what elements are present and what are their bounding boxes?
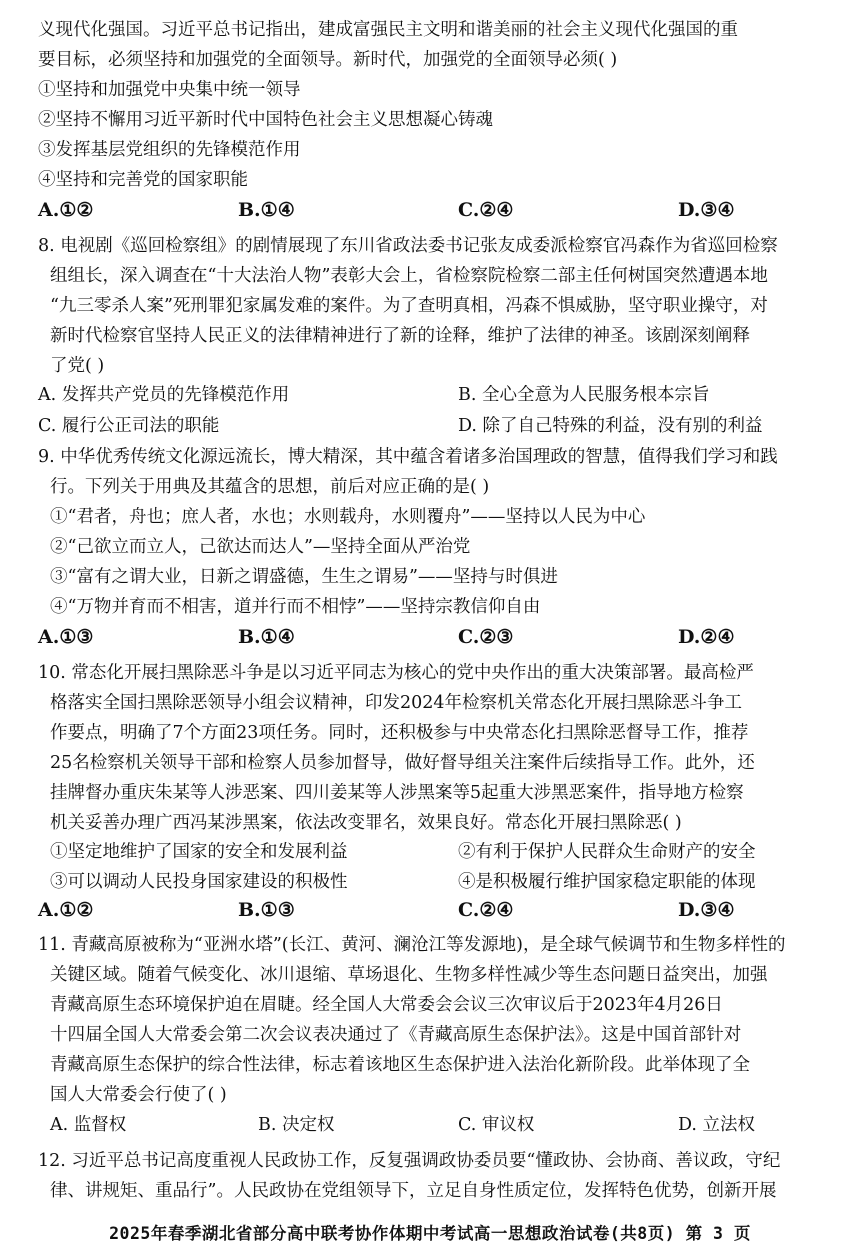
q11-line-2: 关键区域。随着气候变化、冰川退缩、草场退化、生物多样性减少等生态问题日益突出，加强	[50, 965, 768, 985]
q10-statement-4: ④是积极履行维护国家稳定职能的体现	[458, 872, 756, 892]
option-c[interactable]: C.②④	[458, 199, 514, 221]
q11-line-6: 国人大常委会行使了( )	[50, 1085, 227, 1105]
q8-line-4: 新时代检察官坚持人民正义的法律精神进行了新的诠释，维护了法律的神圣。该剧深刻阐释	[50, 326, 750, 346]
option-b[interactable]: B.①④	[238, 626, 295, 648]
option-a[interactable]: A.①③	[38, 626, 94, 648]
option-b[interactable]: B.①③	[238, 899, 295, 921]
intro-statement-3: ③发挥基层党组织的先锋模范作用	[38, 140, 301, 160]
q8-line-1: 8. 电视剧《巡回检察组》的剧情展现了东川省政法委书记张友成委派检察官冯森作为省巡回检察	[38, 236, 778, 256]
q10-statement-2: ②有利于保护人民群众生命财产的安全	[458, 842, 756, 862]
option-d[interactable]: D. 立法权	[678, 1115, 756, 1135]
q8-line-3: “九三零杀人案”死刑罪犯家属发难的案件。为了查明真相，冯森不惧威胁，坚守职业操守，对	[50, 296, 768, 316]
q11-line-3: 青藏高原生态环境保护迫在眉睫。经全国人大常委会会议三次审议后于2023年4月26日	[50, 995, 723, 1015]
option-d[interactable]: D. 除了自己特殊的利益，没有别的利益	[458, 416, 763, 436]
q9-statement-3: ③“富有之谓大业，日新之谓盛德，生生之谓易”——坚持与时俱进	[50, 567, 558, 587]
q9-line-2: 行。下列关于用典及其蕴含的思想，前后对应正确的是( )	[50, 477, 490, 497]
option-a[interactable]: A. 发挥共产党员的先锋模范作用	[38, 385, 290, 405]
q9-statement-1: ①“君者，舟也；庶人者，水也；水则载舟，水则覆舟”——坚持以人民为中心	[50, 507, 646, 527]
option-c[interactable]: C. 履行公正司法的职能	[38, 416, 220, 436]
q11-line-5: 青藏高原生态保护的综合性法律，标志着该地区生态保护进入法治化新阶段。此举体现了全	[50, 1055, 750, 1075]
option-a[interactable]: A. 监督权	[50, 1115, 127, 1135]
q10-options	[38, 897, 828, 923]
intro-line-2: 要目标，必须坚持和加强党的全面领导。新时代，加强党的全面领导必须( )	[38, 50, 618, 70]
q10-statements-row-1	[38, 839, 828, 865]
option-d[interactable]: D.③④	[678, 199, 735, 221]
intro-statement-4: ④坚持和完善党的国家职能	[38, 170, 248, 190]
q11-options	[38, 1112, 828, 1138]
q10-line-5: 挂牌督办重庆朱某等人涉恶案、四川姜某等人涉黑案等5起重大涉黑恶案件，指导地方检察	[50, 783, 744, 803]
option-a[interactable]: A.①②	[38, 199, 94, 221]
option-c[interactable]: C.②④	[458, 899, 514, 921]
option-d[interactable]: D.③④	[678, 899, 735, 921]
q10-line-3: 作要点，明确了7个方面23项任务。同时，还积极参与中央常态化扫黑除恶督导工作，推荐	[50, 723, 749, 743]
option-b[interactable]: B. 决定权	[258, 1115, 335, 1135]
q10-line-6: 机关妥善办理广西冯某涉黑案，依法改变罪名，效果良好。常态化开展扫黑除恶( )	[50, 813, 682, 833]
q9-line-1: 9. 中华优秀传统文化源远流长，博大精深，其中蕴含着诸多治国理政的智慧，值得我们学习和践	[38, 447, 778, 467]
q11-line-1: 11. 青藏高原被称为“亚洲水塔”(长江、黄河、澜沧江等发源地)，是全球气候调节和生物多样性的	[38, 935, 786, 955]
q8-options-row-2	[38, 413, 828, 439]
q8-options-row-1	[38, 382, 828, 408]
q12-line-1: 12. 习近平总书记高度重视人民政协工作，反复强调政协委员要“懂政协、会协商、善议政，守纪	[38, 1151, 781, 1171]
q9-options	[38, 624, 828, 650]
option-b[interactable]: B. 全心全意为人民服务根本宗旨	[458, 385, 710, 405]
intro-line-1: 义现代化强国。习近平总书记指出，建成富强民主文明和谐美丽的社会主义现代化强国的重	[38, 20, 738, 40]
q11-line-4: 十四届全国人大常委会第二次会议表决通过了《青藏高原生态保护法》。这是中国首部针对	[50, 1025, 742, 1045]
option-a[interactable]: A.①②	[38, 899, 94, 921]
intro-statement-1: ①坚持和加强党中央集中统一领导	[38, 80, 301, 100]
q10-line-2: 格落实全国扫黑除恶领导小组会议精神，印发2024年检察机关常态化开展扫黑除恶斗争工	[50, 693, 743, 713]
q9-statement-2: ②“己欲立而立人，己欲达而达人”—坚持全面从严治党	[50, 537, 471, 557]
intro-options	[38, 197, 828, 223]
q9-statement-4: ④“万物并育而不相害，道并行而不相悖”——坚持宗教信仰自由	[50, 597, 541, 617]
option-c[interactable]: C.②③	[458, 626, 514, 648]
q10-statements-row-2	[38, 869, 828, 895]
q12-line-2: 律、讲规矩、重品行”。人民政协在党组领导下，立足自身性质定位，发挥特色优势，创新开展	[50, 1181, 777, 1201]
page-footer: 2025年春季湖北省部分高中联考协作体期中考试高一思想政治试卷(共8页) 第 3 页	[109, 1224, 751, 1243]
option-d[interactable]: D.②④	[678, 626, 735, 648]
q10-statement-1: ①坚定地维护了国家的安全和发展利益	[50, 842, 348, 862]
option-b[interactable]: B.①④	[238, 199, 295, 221]
q8-line-2: 组组长，深入调查在“十大法治人物”表彰大会上，省检察院检察二部主任何树国突然遭遇本地	[50, 266, 768, 286]
q8-line-5: 了党( )	[50, 356, 105, 376]
q10-statement-3: ③可以调动人民投身国家建设的积极性	[50, 872, 348, 892]
q10-line-1: 10. 常态化开展扫黑除恶斗争是以习近平同志为核心的党中央作出的重大决策部署。最高检严	[38, 663, 754, 683]
intro-statement-2: ②坚持不懈用习近平新时代中国特色社会主义思想凝心铸魂	[38, 110, 493, 130]
q10-line-4: 25名检察机关领导干部和检察人员参加督导，做好督导组关注案件后续指导工作。此外，还	[50, 753, 755, 773]
option-c[interactable]: C. 审议权	[458, 1115, 535, 1135]
